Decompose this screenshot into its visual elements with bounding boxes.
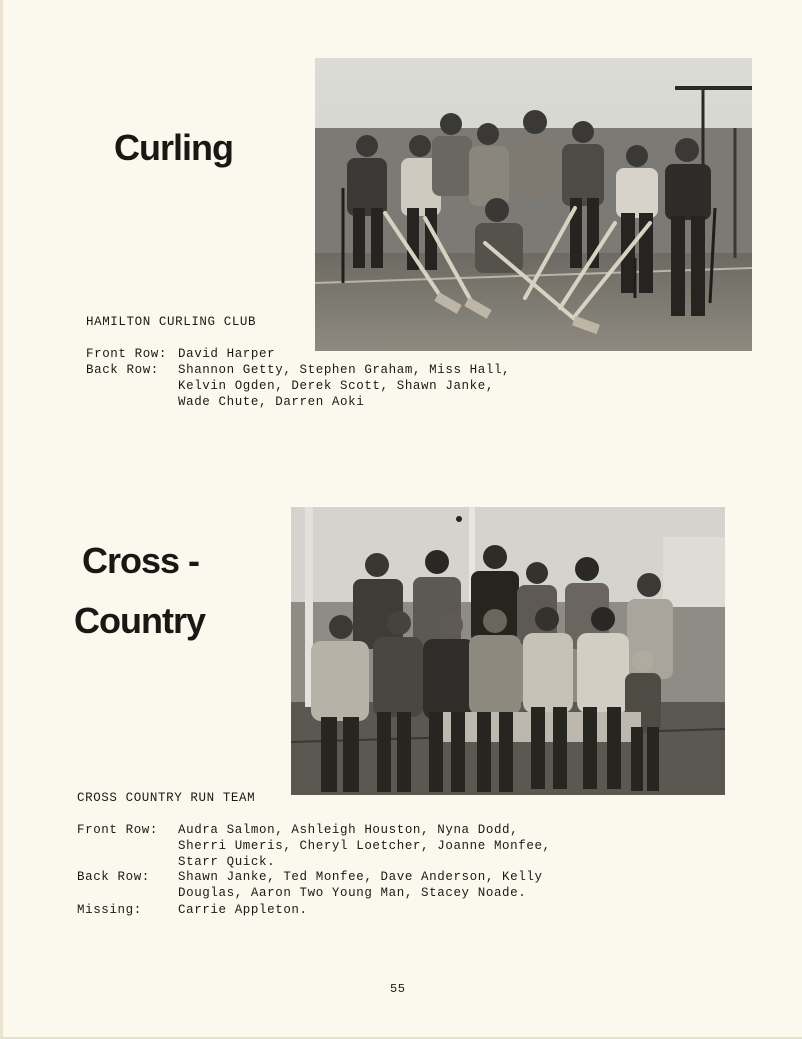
curling-back-row-line: Kelvin Ogden, Derek Scott, Shawn Janke, <box>178 379 494 393</box>
cross-country-front-row-line: Audra Salmon, Ashleigh Houston, Nyna Dodd, <box>178 823 519 837</box>
curling-front-row-label: Front Row: <box>86 347 168 361</box>
cross-country-front-row-line: Starr Quick. <box>178 855 276 869</box>
curling-front-row-names <box>178 346 275 362</box>
cross-country-back-row-line: Shawn Janke, Ted Monfee, Dave Anderson, Kelly <box>178 870 543 884</box>
curling-back-row-line: Wade Chute, Darren Aoki <box>178 395 365 409</box>
cross-country-back-row-label: Back Row: <box>77 870 150 884</box>
curling-back-row-line: Shannon Getty, Stephen Graham, Miss Hall, <box>178 363 511 377</box>
cross-country-heading-line-2: Country <box>74 600 205 641</box>
curling-front-row-line: David Harper <box>178 347 276 361</box>
cross-country-photo-illustration <box>291 507 725 795</box>
page-number: 55 <box>390 982 406 996</box>
cross-country-back-row-names <box>178 869 543 901</box>
cross-country-heading-line-1: Cross - <box>82 540 200 581</box>
curling-back-row-names <box>178 362 510 410</box>
curling-team-photo <box>315 58 752 351</box>
cross-country-team-photo <box>291 507 725 795</box>
cross-country-missing-label: Missing: <box>77 903 142 917</box>
cross-country-missing-names <box>178 902 308 918</box>
curling-team-title: HAMILTON CURLING CLUB <box>86 315 257 329</box>
cross-country-front-row-names <box>178 822 551 870</box>
cross-country-back-row-line: Douglas, Aaron Two Young Man, Stacey Noade. <box>178 886 527 900</box>
cross-country-missing-line: Carrie Appleton. <box>178 903 308 917</box>
curling-back-row-label: Back Row: <box>86 363 159 377</box>
cross-country-front-row-label: Front Row: <box>77 823 159 837</box>
cross-country-front-row-line: Sherri Umeris, Cheryl Loetcher, Joanne Monfee, <box>178 839 551 853</box>
cross-country-team-title: CROSS COUNTRY RUN TEAM <box>77 791 256 805</box>
curling-heading: Curling <box>114 127 233 168</box>
curling-photo-illustration <box>315 58 752 351</box>
